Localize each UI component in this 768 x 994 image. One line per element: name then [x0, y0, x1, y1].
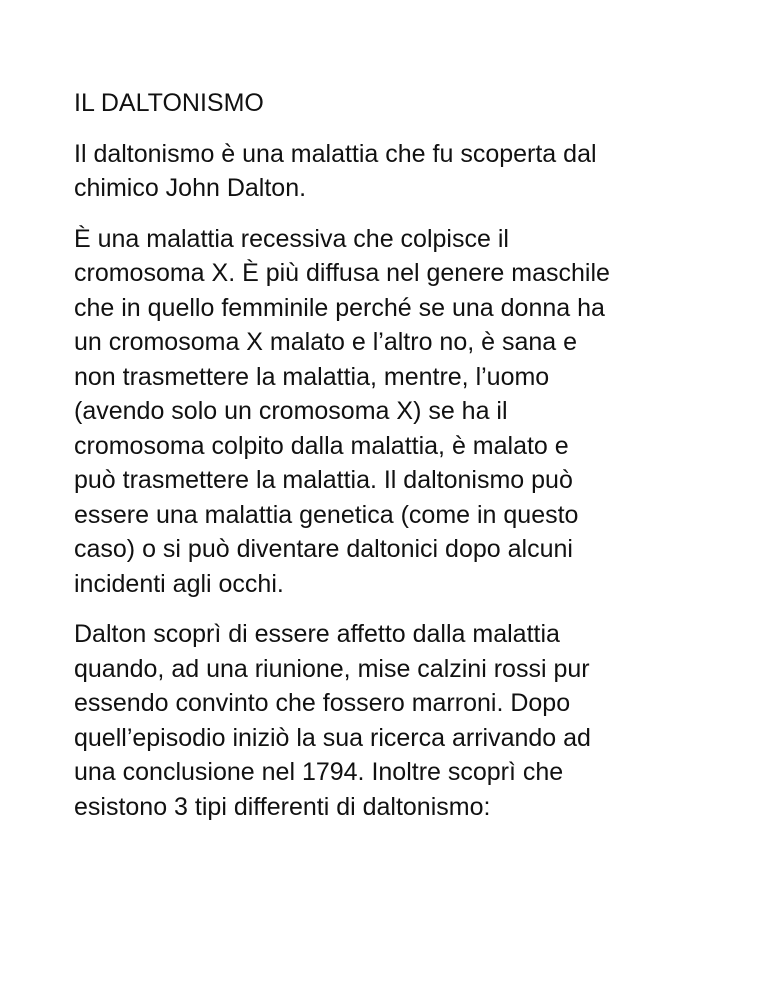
paragraph-line: quell’episodio iniziò la sua ricerca arrivando ad	[74, 723, 591, 752]
paragraph-line: Il daltonismo è una malattia che fu scoperta dal	[74, 139, 597, 168]
paragraph-line: quando, ad una riunione, mise calzini rossi pur	[74, 654, 590, 683]
paragraph-1	[74, 137, 714, 206]
paragraph-2	[74, 222, 714, 602]
paragraph-line: cromosoma colpito dalla malattia, è malato e	[74, 431, 569, 460]
paragraph-line: incidenti agli occhi.	[74, 569, 284, 598]
paragraph-3	[74, 617, 714, 824]
paragraph-line: può trasmettere la malattia. Il daltonismo può	[74, 466, 573, 494]
paragraph-line: (avendo solo un cromosoma X) se ha il	[74, 397, 508, 425]
paragraph-line: cromosoma X. È più diffusa nel genere maschile	[74, 259, 610, 287]
paragraph-line: esistono 3 tipi differenti di daltonismo:	[74, 792, 491, 821]
document-title: IL DALTONISMO	[74, 89, 264, 117]
paragraph-line: caso) o si può diventare daltonici dopo alcuni	[74, 535, 573, 563]
paragraph-line: un cromosoma X malato e l’altro no, è sana e	[74, 328, 578, 356]
paragraph-line: che in quello femminile perché se una donna ha	[74, 293, 605, 322]
paragraph-line: essendo convinto che fossero marroni. Dopo	[74, 689, 571, 717]
paragraph-line: una conclusione nel 1794. Inoltre scoprì che	[74, 758, 564, 786]
paragraph-line: non trasmettere la malattia, mentre, l’uomo	[74, 362, 550, 391]
paragraph-line: essere una malattia genetica (come in questo	[74, 500, 579, 529]
paragraph-line: chimico John Dalton.	[74, 174, 307, 202]
document-page	[74, 86, 714, 824]
paragraph-line: È una malattia recessiva che colpisce il	[74, 224, 509, 253]
paragraph-line: Dalton scoprì di essere affetto dalla malattia	[74, 620, 560, 648]
